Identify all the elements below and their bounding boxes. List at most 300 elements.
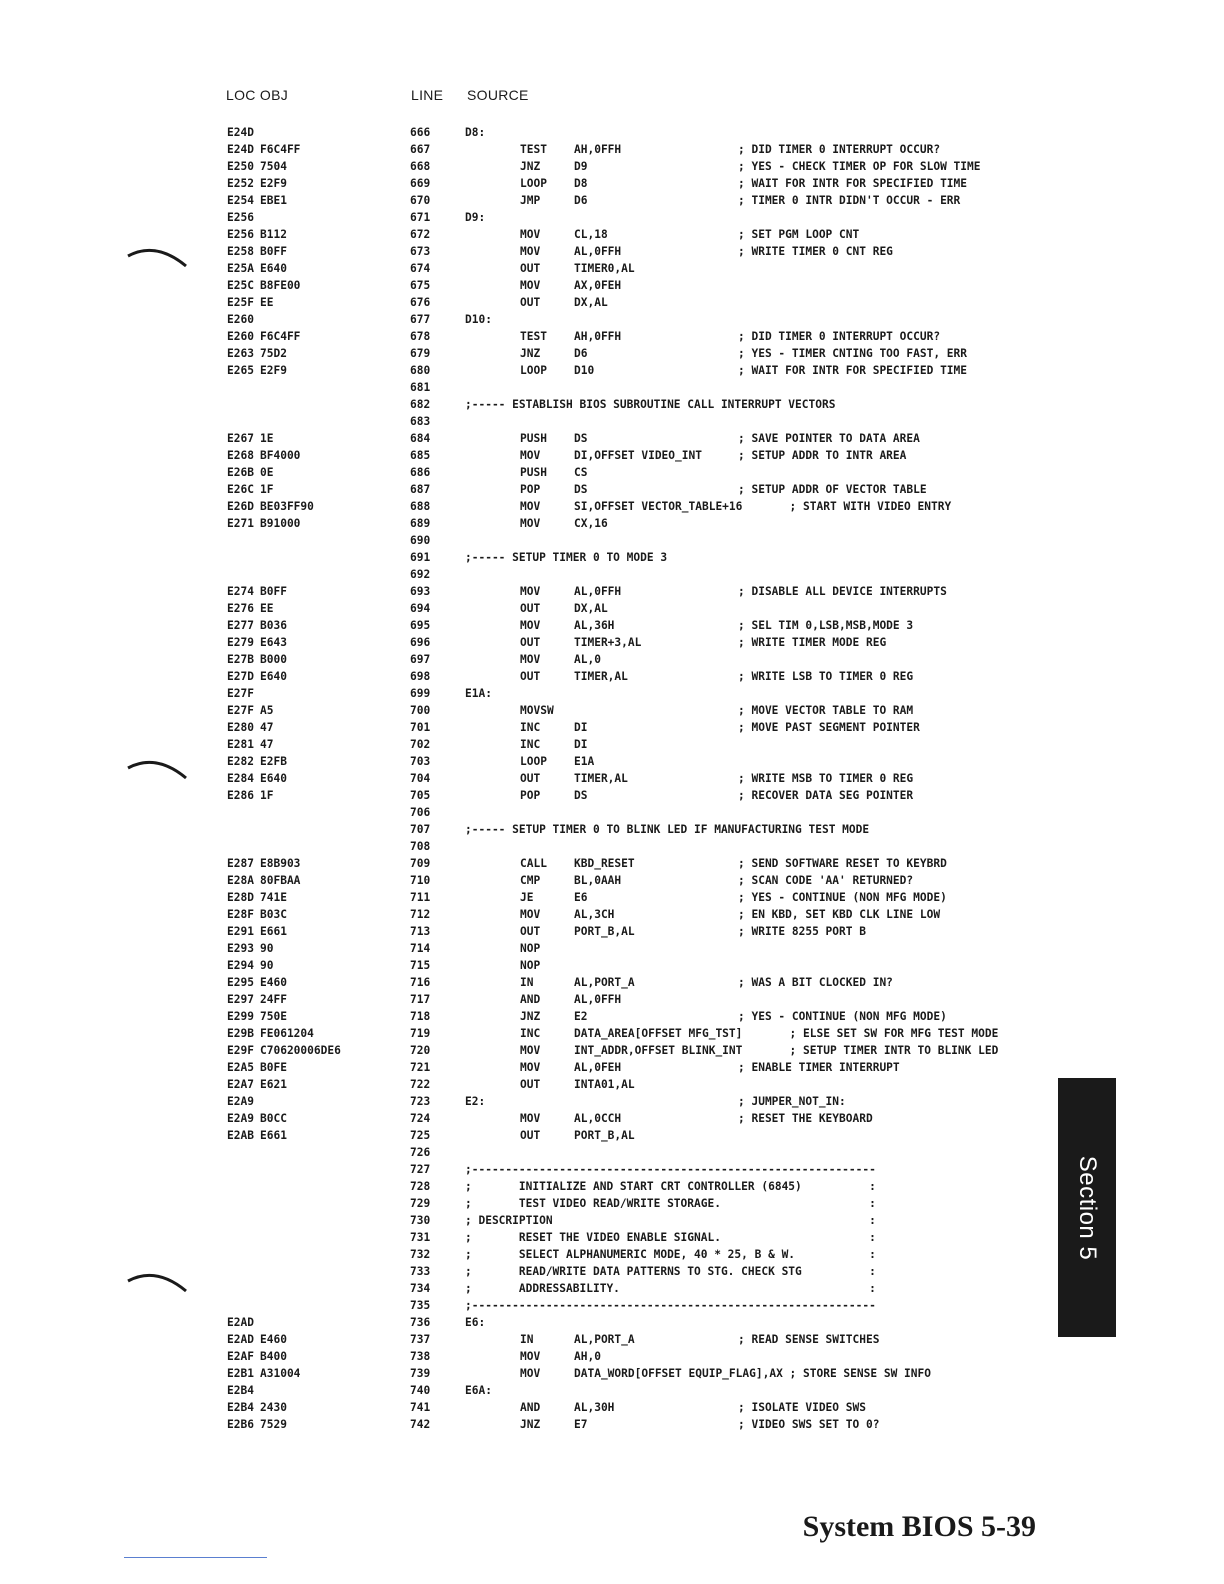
- page-footer: System BIOS 5-39: [802, 1510, 1036, 1543]
- row-line-number: 686: [410, 466, 431, 479]
- row-loc: E293: [227, 942, 254, 955]
- row-mnemonic: TEST: [520, 143, 547, 156]
- row-comment: ; SETUP ADDR OF VECTOR TABLE: [738, 483, 927, 496]
- row-operand: INTA01,AL: [574, 1078, 635, 1091]
- row-mnemonic: OUT: [520, 1129, 541, 1142]
- binder-hole-mark-icon: [124, 1263, 194, 1299]
- row-mnemonic: AND: [520, 993, 541, 1006]
- row-mnemonic: MOV: [520, 279, 541, 292]
- row-mnemonic: CMP: [520, 874, 541, 887]
- row-mnemonic: MOV: [520, 1044, 541, 1057]
- row-obj: B91000: [260, 517, 301, 530]
- row-comment: ; WRITE LSB TO TIMER 0 REG: [738, 670, 914, 683]
- row-obj: E2F9: [260, 177, 287, 190]
- listing-row: [0, 549, 1224, 566]
- listing-row: [0, 1076, 1224, 1093]
- row-comment: ; SET PGM LOOP CNT: [738, 228, 860, 241]
- row-obj: B0FE: [260, 1061, 287, 1074]
- row-comment: ; SEND SOFTWARE RESET TO KEYBRD: [738, 857, 947, 870]
- row-operand: DI: [574, 721, 588, 734]
- row-loc: E29B: [227, 1027, 254, 1040]
- row-obj: EE: [260, 602, 274, 615]
- row-line-number: 741: [410, 1401, 431, 1414]
- listing-row: [0, 566, 1224, 583]
- listing-row: [0, 1059, 1224, 1076]
- row-line-number: 673: [410, 245, 431, 258]
- row-obj: EBE1: [260, 194, 287, 207]
- row-obj: C70620006DE6: [260, 1044, 341, 1057]
- row-loc: E295: [227, 976, 254, 989]
- row-operand: DATA_AREA[OFFSET MFG_TST] ; ELSE SET SW FOR MFG TEST MODE: [574, 1027, 999, 1040]
- row-line-number: 702: [410, 738, 431, 751]
- row-comment: ; MOVE VECTOR TABLE TO RAM: [738, 704, 914, 717]
- row-line-number: 679: [410, 347, 431, 360]
- row-obj: B03C: [260, 908, 287, 921]
- row-mnemonic: PUSH: [520, 466, 547, 479]
- row-comment: ; TIMER 0 INTR DIDN'T OCCUR - ERR: [738, 194, 961, 207]
- listing-row: [0, 991, 1224, 1008]
- listing-row: [0, 1178, 1224, 1195]
- listing-row: [0, 804, 1224, 821]
- row-loc: E26B: [227, 466, 254, 479]
- row-obj: E640: [260, 670, 287, 683]
- row-comment: ; SCAN CODE 'AA' RETURNED?: [738, 874, 914, 887]
- row-obj: BE03FF90: [260, 500, 314, 513]
- row-line-number: 696: [410, 636, 431, 649]
- listing-row: [0, 906, 1224, 923]
- row-mnemonic: IN: [520, 976, 534, 989]
- row-obj: A5: [260, 704, 274, 717]
- row-line-number: 693: [410, 585, 431, 598]
- listing-row: [0, 124, 1224, 141]
- row-label: E6A:: [465, 1384, 492, 1397]
- row-line-number: 714: [410, 942, 431, 955]
- row-mnemonic: INC: [520, 721, 541, 734]
- row-comment: ; WRITE TIMER 0 CNT REG: [738, 245, 893, 258]
- row-comment: ; DISABLE ALL DEVICE INTERRUPTS: [738, 585, 947, 598]
- row-operand: TIMER,AL: [574, 772, 628, 785]
- row-loc: E277: [227, 619, 254, 632]
- row-obj: BF4000: [260, 449, 301, 462]
- row-obj: 47: [260, 721, 274, 734]
- row-operand: DI: [574, 738, 588, 751]
- row-obj: B0CC: [260, 1112, 287, 1125]
- row-line-number: 735: [410, 1299, 431, 1312]
- listing-row: [0, 362, 1224, 379]
- header-loc-obj: LOC OBJ: [226, 87, 289, 103]
- row-obj: E460: [260, 976, 287, 989]
- row-operand: E1A: [574, 755, 595, 768]
- row-line-number: 671: [410, 211, 431, 224]
- row-source-text: ; READ/WRITE DATA PATTERNS TO STG. CHECK STG :: [465, 1265, 876, 1278]
- row-mnemonic: OUT: [520, 296, 541, 309]
- row-mnemonic: CALL: [520, 857, 547, 870]
- row-mnemonic: MOV: [520, 1367, 541, 1380]
- listing-row: [0, 1365, 1224, 1382]
- row-obj: 90: [260, 959, 274, 972]
- row-loc: E252: [227, 177, 254, 190]
- row-loc: E28D: [227, 891, 254, 904]
- row-operand: AH,0FFH: [574, 143, 622, 156]
- row-line-number: 738: [410, 1350, 431, 1363]
- row-loc: E299: [227, 1010, 254, 1023]
- row-obj: 0E: [260, 466, 274, 479]
- row-obj: 1E: [260, 432, 274, 445]
- row-loc: E287: [227, 857, 254, 870]
- row-operand: AX,0FEH: [574, 279, 622, 292]
- row-obj: 1F: [260, 483, 274, 496]
- row-loc: E27B: [227, 653, 254, 666]
- row-line-number: 710: [410, 874, 431, 887]
- row-operand: E6: [574, 891, 588, 904]
- row-loc: E2AD: [227, 1316, 254, 1329]
- row-line-number: 670: [410, 194, 431, 207]
- row-line-number: 666: [410, 126, 431, 139]
- row-obj: B036: [260, 619, 287, 632]
- row-line-number: 680: [410, 364, 431, 377]
- row-line-number: 740: [410, 1384, 431, 1397]
- row-comment: ; JUMPER_NOT_IN:: [738, 1095, 846, 1108]
- row-loc: E2B1: [227, 1367, 254, 1380]
- row-line-number: 720: [410, 1044, 431, 1057]
- row-line-number: 732: [410, 1248, 431, 1261]
- row-operand: PORT_B,AL: [574, 925, 635, 938]
- row-line-number: 707: [410, 823, 431, 836]
- row-line-number: 692: [410, 568, 431, 581]
- row-obj: 750E: [260, 1010, 287, 1023]
- row-line-number: 726: [410, 1146, 431, 1159]
- row-operand: DS: [574, 483, 588, 496]
- row-obj: E661: [260, 925, 287, 938]
- listing-row: [0, 413, 1224, 430]
- row-loc: E2A9: [227, 1095, 254, 1108]
- row-line-number: 734: [410, 1282, 431, 1295]
- row-obj: 90: [260, 942, 274, 955]
- row-operand: DX,AL: [574, 296, 608, 309]
- row-line-number: 723: [410, 1095, 431, 1108]
- row-obj: B000: [260, 653, 287, 666]
- row-obj: B0FF: [260, 585, 287, 598]
- row-line-number: 669: [410, 177, 431, 190]
- row-loc: E274: [227, 585, 254, 598]
- row-obj: A31004: [260, 1367, 301, 1380]
- row-obj: 80FBAA: [260, 874, 301, 887]
- row-obj: E640: [260, 772, 287, 785]
- row-line-number: 704: [410, 772, 431, 785]
- row-mnemonic: OUT: [520, 925, 541, 938]
- row-mnemonic: MOV: [520, 228, 541, 241]
- row-operand: AH,0: [574, 1350, 601, 1363]
- row-loc: E276: [227, 602, 254, 615]
- row-line-number: 725: [410, 1129, 431, 1142]
- row-obj: 7529: [260, 1418, 287, 1431]
- row-line-number: 731: [410, 1231, 431, 1244]
- listing-row: [0, 1416, 1224, 1433]
- row-mnemonic: MOV: [520, 1061, 541, 1074]
- row-operand: KBD_RESET: [574, 857, 635, 870]
- listing-row: [0, 583, 1224, 600]
- row-mnemonic: MOV: [520, 245, 541, 258]
- row-line-number: 683: [410, 415, 431, 428]
- section-tab-label: Section 5: [1074, 1155, 1101, 1260]
- row-comment: ; SEL TIM 0,LSB,MSB,MODE 3: [738, 619, 914, 632]
- listing-row: [0, 1144, 1224, 1161]
- listing-row: [0, 396, 1224, 413]
- row-comment: ; YES - TIMER CNTING TOO FAST, ERR: [738, 347, 968, 360]
- listing-row: [0, 277, 1224, 294]
- row-mnemonic: OUT: [520, 602, 541, 615]
- row-loc: E25C: [227, 279, 254, 292]
- listing-row: [0, 1348, 1224, 1365]
- row-obj: E8B903: [260, 857, 301, 870]
- listing-row: [0, 294, 1224, 311]
- row-label: D8:: [465, 126, 486, 139]
- row-operand: PORT_B,AL: [574, 1129, 635, 1142]
- listing-row: [0, 855, 1224, 872]
- row-operand: CS: [574, 466, 588, 479]
- row-operand: DS: [574, 789, 588, 802]
- row-line-number: 713: [410, 925, 431, 938]
- row-loc: E27F: [227, 687, 254, 700]
- row-operand: AL,0FFH: [574, 585, 622, 598]
- listing-row: [0, 1042, 1224, 1059]
- row-mnemonic: JNZ: [520, 347, 541, 360]
- row-mnemonic: MOV: [520, 517, 541, 530]
- row-loc: E2B6: [227, 1418, 254, 1431]
- row-label: D10:: [465, 313, 492, 326]
- row-mnemonic: AND: [520, 1401, 541, 1414]
- listing-row: [0, 1195, 1224, 1212]
- row-operand: AL,0FEH: [574, 1061, 622, 1074]
- row-line-number: 737: [410, 1333, 431, 1346]
- listing-row: [0, 702, 1224, 719]
- row-operand: AL,PORT_A: [574, 976, 635, 989]
- listing-row: [0, 328, 1224, 345]
- row-source-text: ;------------------------------------------------------------: [465, 1299, 876, 1312]
- row-operand: D9: [574, 160, 588, 173]
- listing-row: [0, 481, 1224, 498]
- listing-row: [0, 1093, 1224, 1110]
- row-line-number: 739: [410, 1367, 431, 1380]
- row-operand: AL,0FFH: [574, 993, 622, 1006]
- row-mnemonic: MOV: [520, 585, 541, 598]
- row-operand: DI,OFFSET VIDEO_INT: [574, 449, 702, 462]
- row-loc: E256: [227, 211, 254, 224]
- row-comment: ; ENABLE TIMER INTERRUPT: [738, 1061, 900, 1074]
- row-operand: SI,OFFSET VECTOR_TABLE+16 ; START WITH VIDEO ENTRY: [574, 500, 952, 513]
- row-operand: TIMER,AL: [574, 670, 628, 683]
- row-comment: ; DID TIMER 0 INTERRUPT OCCUR?: [738, 143, 941, 156]
- row-loc: E258: [227, 245, 254, 258]
- listing-row: [0, 719, 1224, 736]
- row-line-number: 719: [410, 1027, 431, 1040]
- row-source-text: ; TEST VIDEO READ/WRITE STORAGE. :: [465, 1197, 876, 1210]
- row-obj: F6C4FF: [260, 143, 301, 156]
- row-comment: ; WAIT FOR INTR FOR SPECIFIED TIME: [738, 364, 968, 377]
- row-loc: E2AB: [227, 1129, 254, 1142]
- row-comment: ; SETUP ADDR TO INTR AREA: [738, 449, 907, 462]
- row-loc: E2AD: [227, 1333, 254, 1346]
- row-operand: D6: [574, 347, 588, 360]
- row-line-number: 733: [410, 1265, 431, 1278]
- row-loc: E26D: [227, 500, 254, 513]
- row-comment: ; RECOVER DATA SEG POINTER: [738, 789, 914, 802]
- row-mnemonic: IN: [520, 1333, 534, 1346]
- row-line-number: 706: [410, 806, 431, 819]
- row-loc: E27D: [227, 670, 254, 683]
- row-obj: E2F9: [260, 364, 287, 377]
- listing-row: [0, 1229, 1224, 1246]
- row-obj: E2FB: [260, 755, 287, 768]
- listing-row: [0, 447, 1224, 464]
- listing-row: [0, 1246, 1224, 1263]
- row-source-text: ; INITIALIZE AND START CRT CONTROLLER (6845) :: [465, 1180, 876, 1193]
- row-comment: ; DID TIMER 0 INTERRUPT OCCUR?: [738, 330, 941, 343]
- row-mnemonic: TEST: [520, 330, 547, 343]
- row-source-text: ;----- SETUP TIMER 0 TO MODE 3: [465, 551, 668, 564]
- row-operand: CL,18: [574, 228, 608, 241]
- listing-row: [0, 1161, 1224, 1178]
- row-loc: E29F: [227, 1044, 254, 1057]
- row-comment: ; WRITE 8255 PORT B: [738, 925, 866, 938]
- row-operand: D10: [574, 364, 595, 377]
- listing-row: [0, 651, 1224, 668]
- row-operand: AL,0: [574, 653, 601, 666]
- listing-row: [0, 1297, 1224, 1314]
- row-mnemonic: MOV: [520, 908, 541, 921]
- row-line-number: 678: [410, 330, 431, 343]
- listing-row: [0, 617, 1224, 634]
- row-operand: AL,0CCH: [574, 1112, 622, 1125]
- row-line-number: 674: [410, 262, 431, 275]
- row-loc: E24D: [227, 143, 254, 156]
- row-line-number: 675: [410, 279, 431, 292]
- row-operand: DX,AL: [574, 602, 608, 615]
- listing-row: [0, 634, 1224, 651]
- row-line-number: 717: [410, 993, 431, 1006]
- listing-row: [0, 498, 1224, 515]
- row-loc: E260: [227, 330, 254, 343]
- listing-row: [0, 158, 1224, 175]
- row-operand: INT_ADDR,OFFSET BLINK_INT ; SETUP TIMER INTR TO BLINK LED: [574, 1044, 999, 1057]
- row-line-number: 676: [410, 296, 431, 309]
- listing-row: [0, 940, 1224, 957]
- row-mnemonic: MOV: [520, 1112, 541, 1125]
- row-loc: E24D: [227, 126, 254, 139]
- row-loc: E25F: [227, 296, 254, 309]
- listing-row: [0, 787, 1224, 804]
- header-source: SOURCE: [467, 87, 529, 103]
- row-comment: ; MOVE PAST SEGMENT POINTER: [738, 721, 920, 734]
- row-mnemonic: OUT: [520, 262, 541, 275]
- row-line-number: 697: [410, 653, 431, 666]
- row-obj: F6C4FF: [260, 330, 301, 343]
- row-comment: ; VIDEO SWS SET TO 0?: [738, 1418, 880, 1431]
- row-obj: B0FF: [260, 245, 287, 258]
- row-operand: AL,3CH: [574, 908, 615, 921]
- listing-row: [0, 1399, 1224, 1416]
- row-line-number: 700: [410, 704, 431, 717]
- row-mnemonic: MOV: [520, 1350, 541, 1363]
- row-mnemonic: INC: [520, 738, 541, 751]
- listing-row: [0, 600, 1224, 617]
- row-line-number: 677: [410, 313, 431, 326]
- row-comment: ; EN KBD, SET KBD CLK LINE LOW: [738, 908, 941, 921]
- row-label: E6:: [465, 1316, 486, 1329]
- row-loc: E282: [227, 755, 254, 768]
- row-mnemonic: NOP: [520, 942, 541, 955]
- row-operand: DATA_WORD[OFFSET EQUIP_FLAG],AX ; STORE SENSE SW INFO: [574, 1367, 931, 1380]
- row-loc: E279: [227, 636, 254, 649]
- row-obj: B112: [260, 228, 287, 241]
- row-operand: AH,0FFH: [574, 330, 622, 343]
- listing-row: [0, 923, 1224, 940]
- row-line-number: 698: [410, 670, 431, 683]
- row-operand: DS: [574, 432, 588, 445]
- row-label: E2:: [465, 1095, 486, 1108]
- row-obj: B8FE00: [260, 279, 301, 292]
- row-mnemonic: POP: [520, 789, 541, 802]
- row-mnemonic: LOOP: [520, 755, 547, 768]
- row-comment: ; YES - CONTINUE (NON MFG MODE): [738, 891, 947, 904]
- row-line-number: 688: [410, 500, 431, 513]
- listing-row: [0, 311, 1224, 328]
- row-obj: E643: [260, 636, 287, 649]
- row-obj: EE: [260, 296, 274, 309]
- row-line-number: 711: [410, 891, 431, 904]
- listing-row: [0, 1110, 1224, 1127]
- row-obj: B400: [260, 1350, 287, 1363]
- binder-hole-mark-icon: [124, 238, 194, 274]
- row-source-text: ;----- ESTABLISH BIOS SUBROUTINE CALL INTERRUPT VECTORS: [465, 398, 836, 411]
- row-mnemonic: JNZ: [520, 160, 541, 173]
- row-mnemonic: INC: [520, 1027, 541, 1040]
- listing-row: [0, 1314, 1224, 1331]
- row-operand: E7: [574, 1418, 588, 1431]
- row-obj: 7504: [260, 160, 287, 173]
- row-operand: E2: [574, 1010, 588, 1023]
- row-operand: TIMER0,AL: [574, 262, 635, 275]
- row-obj: E621: [260, 1078, 287, 1091]
- row-line-number: 687: [410, 483, 431, 496]
- row-operand: AL,0FFH: [574, 245, 622, 258]
- row-obj: 47: [260, 738, 274, 751]
- row-loc: E280: [227, 721, 254, 734]
- row-label: E1A:: [465, 687, 492, 700]
- row-loc: E260: [227, 313, 254, 326]
- row-line-number: 703: [410, 755, 431, 768]
- row-source-text: ; DESCRIPTION :: [465, 1214, 876, 1227]
- footer-rule: [124, 1557, 267, 1558]
- listing-row: [0, 209, 1224, 226]
- row-obj: 741E: [260, 891, 287, 904]
- listing-row: [0, 515, 1224, 532]
- row-comment: ; SAVE POINTER TO DATA AREA: [738, 432, 920, 445]
- row-comment: ; WRITE TIMER MODE REG: [738, 636, 887, 649]
- row-comment: ; YES - CHECK TIMER OP FOR SLOW TIME: [738, 160, 981, 173]
- row-line-number: 681: [410, 381, 431, 394]
- row-operand: BL,0AAH: [574, 874, 622, 887]
- row-line-number: 724: [410, 1112, 431, 1125]
- row-comment: ; WAIT FOR INTR FOR SPECIFIED TIME: [738, 177, 968, 190]
- row-loc: E254: [227, 194, 254, 207]
- row-source-text: ; RESET THE VIDEO ENABLE SIGNAL. :: [465, 1231, 876, 1244]
- row-line-number: 709: [410, 857, 431, 870]
- row-operand: AL,36H: [574, 619, 615, 632]
- row-line-number: 689: [410, 517, 431, 530]
- header-line: LINE: [411, 87, 444, 103]
- row-line-number: 716: [410, 976, 431, 989]
